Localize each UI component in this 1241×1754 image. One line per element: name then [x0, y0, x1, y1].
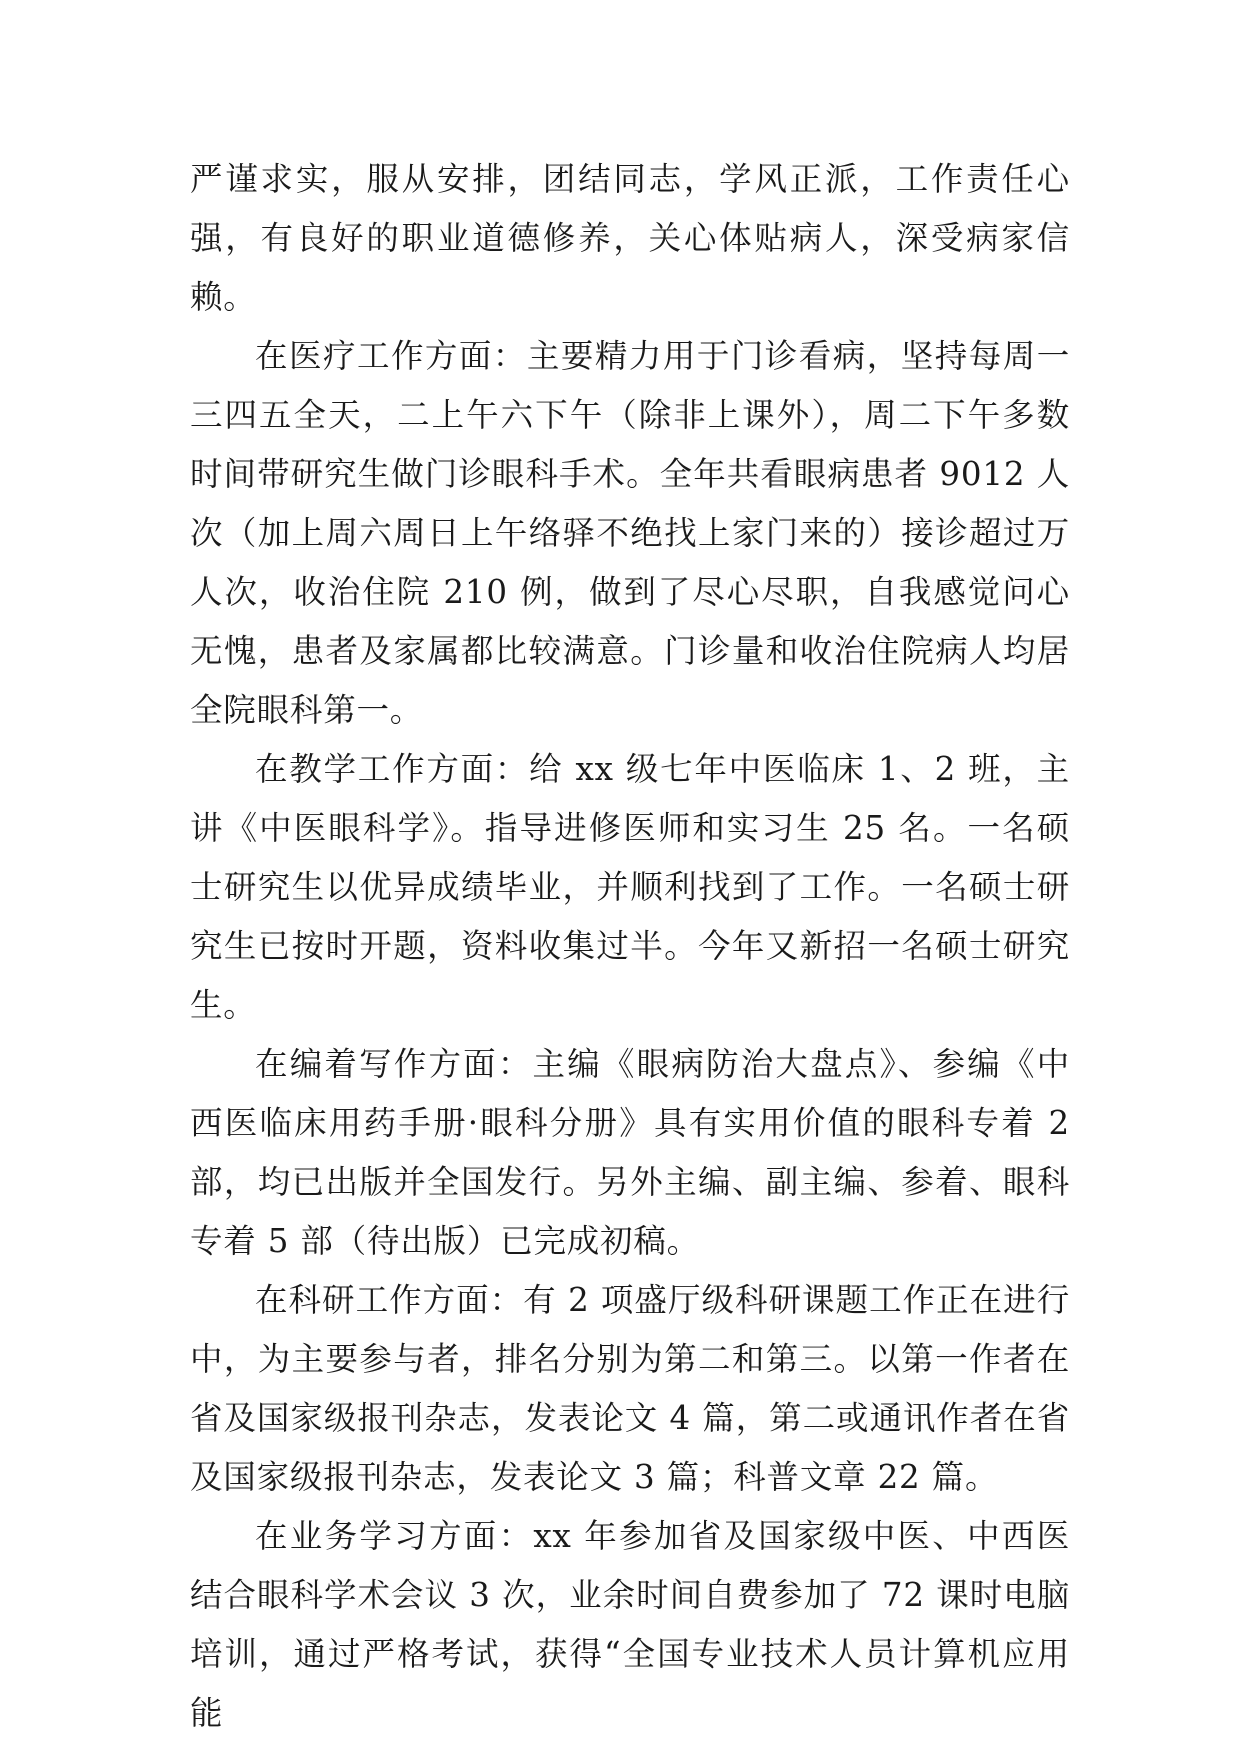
paragraph-medical-work: 在医疗工作方面：主要精力用于门诊看病，坚持每周一三四五全天，二上午六下午（除非上课外），周二下午多数时间带研究生做门诊眼科手术。全年共看眼病患者 9012 人次（加上周六周日上午络驿不绝找上家门来的）接诊超过万人次，收治住院 210 例，做到了尽心尽职，自我感觉问心无愧，患者及家属都比较满意。门诊量和收治住院病人均居全院眼科第一。 — [190, 337, 1070, 729]
paragraph-study-work: 在业务学习方面：xx 年参加省及国家级中医、中西医结合眼科学术会议 3 次，业余时间自费参加了 72 课时电脑培训，通过严格考试，获得“全国专业技术人员计算机应用能 — [190, 1517, 1070, 1732]
paragraph-research-work: 在科研工作方面：有 2 项盛厅级科研课题工作正在进行中，为主要参与者，排名分别为第二和第三。以第一作者在省及国家级报刊杂志，发表论文 4 篇，第二或通讯作者在省及国家级报刊杂志，发表论文 3 篇；科普文章 22 篇。 — [190, 1281, 1070, 1496]
paragraph-conduct: 严谨求实，服从安排，团结同志，学风正派，工作责任心强，有良好的职业道德修养，关心体贴病人，深受病家信赖。 — [190, 160, 1070, 316]
document-body — [190, 150, 1070, 1743]
paragraph-teaching-work: 在教学工作方面：给 xx 级七年中医临床 1、2 班，主讲《中医眼科学》。指导进修医师和实习生 25 名。一名硕士研究生以优异成绩毕业，并顺利找到了工作。一名硕士研究生已按时开题，资料收集过半。今年又新招一名硕士研究生。 — [190, 750, 1070, 1024]
paragraph-writing-work: 在编着写作方面：主编《眼病防治大盘点》、参编《中西医临床用药手册·眼科分册》具有实用价值的眼科专着 2 部，均已出版并全国发行。另外主编、副主编、参着、眼科专着 5 部（待出版）已完成初稿。 — [190, 1045, 1070, 1260]
